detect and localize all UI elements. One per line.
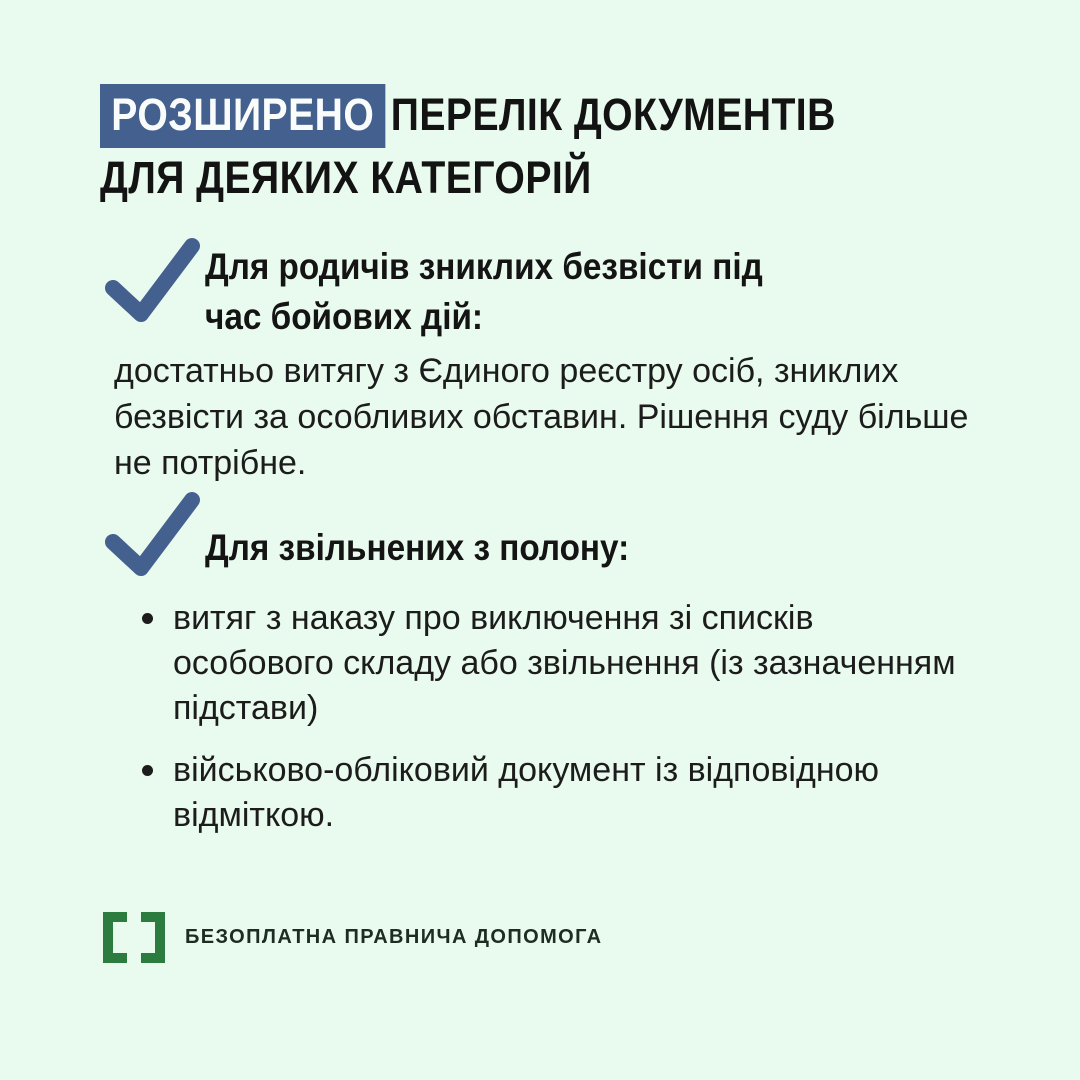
bullet-line: військово-обліковий документ із відповідною — [173, 751, 880, 789]
heading-line: Для родичів зниклих безвісти під — [205, 246, 763, 287]
footer-brand — [100, 911, 602, 964]
list-item — [142, 596, 956, 731]
body-line: безвісти за особливих обставин. Рішення суду більше — [114, 398, 969, 436]
bullet-line: особового складу або звільнення (із зазначенням — [173, 644, 956, 682]
bullet-list — [142, 596, 956, 855]
section-heading-missing-relatives — [205, 242, 763, 342]
bullet-line: підстави) — [173, 689, 319, 727]
section-body-missing-relatives — [114, 348, 968, 486]
checkmark-icon — [103, 237, 203, 323]
brand-name: БЕЗОПЛАТНА ПРАВНИЧА ДОПОМОГА — [185, 926, 603, 948]
section-heading-released-captives — [205, 523, 629, 573]
title-line-2: ДЛЯ ДЕЯКИХ КАТЕГОРІЙ — [100, 152, 592, 203]
brackets-logo-icon — [100, 911, 168, 964]
bullet-line: витяг з наказу про виключення зі списків — [173, 599, 814, 637]
bullet-dot-icon — [142, 613, 153, 624]
heading-line: час бойових дій: — [205, 296, 484, 337]
heading-line: Для звільнених з полону: — [205, 527, 630, 568]
bullet-line: відміткою. — [173, 796, 335, 834]
list-item — [142, 748, 956, 838]
title-highlight-badge: РОЗШИРЕНО — [100, 84, 386, 148]
bullet-dot-icon — [142, 765, 153, 776]
body-line: достатньо витягу з Єдиного реєстру осіб, зниклих — [114, 352, 899, 390]
title-line-1-rest: ПЕРЕЛІК ДОКУМЕНТІВ — [390, 89, 836, 140]
body-line: не потрібне. — [114, 444, 307, 482]
checkmark-icon — [103, 491, 203, 577]
page-title — [100, 84, 836, 208]
title-line-1 — [100, 84, 836, 148]
